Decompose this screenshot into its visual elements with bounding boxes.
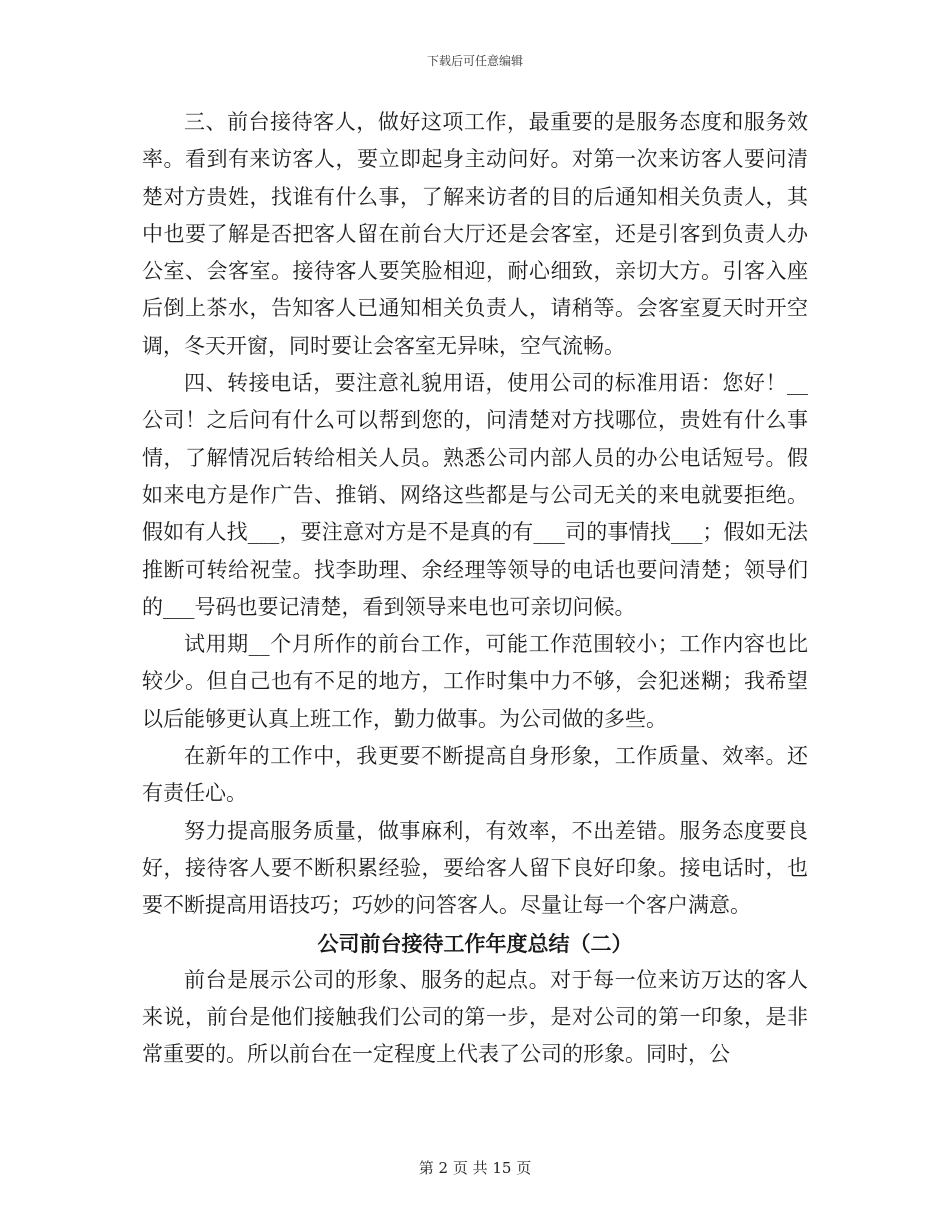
paragraph-phone: 四、转接电话，要注意礼貌用语，使用公司的标准用语：您好！__公司！之后问有什么可以帮到您的，问清楚对方找哪位，贵姓有什么事情，了解情况后转给相关人员。熟悉公司内部人员的办公电话短号。假如来电方是作广告、推销、网络这些都是与公司无关的来电就要拒绝。假如有人找___，要注意对方是不是真的有___司的事情找___；假如无法推断可转给祝莹。找李助理、余经理等领导的电话也要问清楚；领导们的___号码也要记清楚，看到领导来电也可亲切问候。 <box>142 371 808 619</box>
paragraph-probation: 试用期__个月所作的前台工作，可能工作范围较小；工作内容也比较少。但自己也有不足的地方，工作时集中力不够，会犯迷糊；我希望以后能够更认真上班工作，勤力做事。为公司做的多些。 <box>142 632 808 731</box>
section-title: 公司前台接待工作年度总结（二） <box>317 930 633 956</box>
paragraph-front-desk-image: 前台是展示公司的形象、服务的起点。对于每一位来访万达的客人来说，前台是他们接触我们公司的第一步，是对公司的第一印象，是非常重要的。所以前台在一定程度上代表了公司的形象。同时，公 <box>142 967 808 1067</box>
paragraph-new-year: 在新年的工作中，我更要不断提高自身形象，工作质量、效率。还有责任心。 <box>142 744 808 806</box>
page-header: 下载后可任意编辑 <box>426 54 523 68</box>
paragraph-service-quality: 努力提高服务质量，做事麻利，有效率，不出差错。服务态度要良好，接待客人要不断积累经验，要给客人留下良好印象。接电话时，也要不断提高用语技巧；巧妙的问答客人。尽量让每一个客户满意。 <box>142 818 808 918</box>
paragraph-reception: 三、前台接待客人，做好这项工作，最重要的是服务态度和服务效率。看到有来访客人，要立即起身主动问好。对第一次来访客人要问清楚对方贵姓，找谁有什么事，了解来访者的目的后通知相关负责人，其中也要了解是否把客人留在前台大厅还是会客室，还是引客到负责人办公室、会客室。接待客人要笑脸相迎，耐心细致，亲切大方。引客入座后倒上茶水，告知客人已通知相关负责人，请稍等。会客室夏天时开空调，冬天开窗，同时要让会客室无异味，空气流畅。 <box>142 110 808 358</box>
document-body <box>142 104 808 1074</box>
page-footer: 第 2 页 共 15 页 <box>418 1159 532 1177</box>
